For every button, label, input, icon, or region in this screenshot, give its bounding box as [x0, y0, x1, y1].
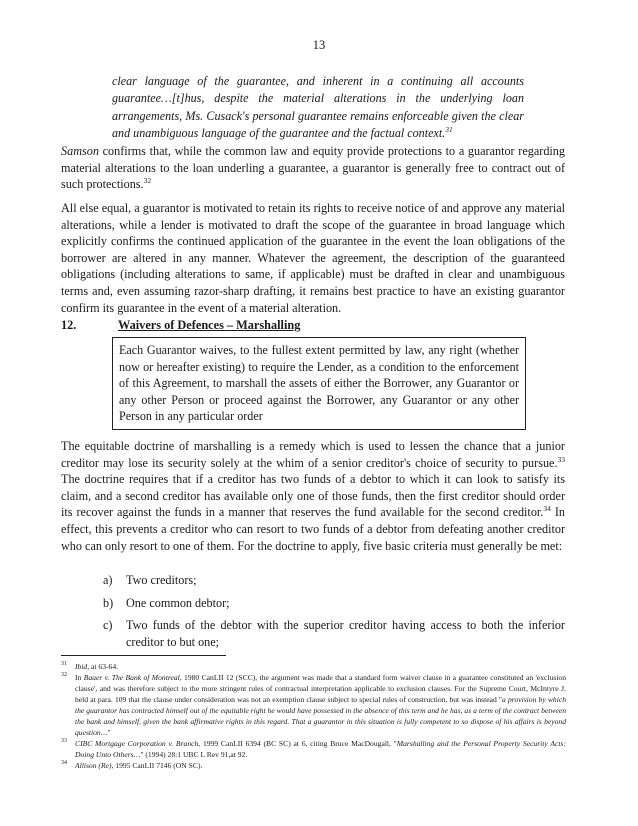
waiver-clause-box: Each Guarantor waives, to the fullest extent permitted by law, any right (whether now or hereafter existing) to require the Lender, as a condition to the enforcement of this Agreement, to marshall the assets of either the Borrower, any Guarantor or any other Person or proceed against the Borrower, any Guarantor or any other Person in any particular order — [112, 337, 526, 430]
footnote-text: " (1994) 28:1 UBC L Rev 91,at 92. — [140, 750, 248, 759]
footnote-case-name: CIBC Mortgage Corporation v. Branch — [75, 739, 199, 748]
footnote-number: 34 — [61, 760, 67, 766]
block-quote-text: clear language of the guarantee, and inherent in a continuing all accounts guarantee…[t]hus, despite the material alterations in the underlying loan arrangements, Ms. Cusack's personal guarantee remains enforceable given the clear and unambiguous language of the guarantee and the factual context. — [112, 74, 524, 140]
footnote-31 — [61, 661, 566, 672]
footnote-number: 32 — [61, 672, 67, 678]
case-name-samson: Samson — [61, 144, 99, 158]
block-quote — [112, 73, 524, 142]
list-item — [103, 595, 565, 612]
list-item-text: Two funds of the debtor with the superior creditor having access to both the inferior creditor to but one; — [126, 618, 565, 649]
page-number: 13 — [312, 38, 326, 52]
footnote-case-name: Allison (Re) — [75, 761, 112, 770]
footnote-text: , at 63-64. — [87, 662, 119, 671]
list-marker: c) — [103, 618, 113, 633]
list-item — [103, 572, 565, 589]
section-number: 12. — [61, 318, 77, 332]
footnote-citation: Ibid — [75, 662, 88, 671]
paragraph-samson — [61, 143, 565, 193]
footnote-number: 33 — [61, 738, 67, 744]
footnote-text: , 1980 CanLII 12 (SCC), the argument was made that a standard form waiver clause in a guarantee constituted an 'exclusion clause', and was therefore subject to the more stringent rules of contractual interpretation applicable to exclusion clauses. For the Supreme Court, McIntyre J. held at para. 109 that the clause under consideration was not an exemption clause subject to special rules of construction, but was instead " — [75, 673, 566, 704]
paragraph-samson-text: confirms that, while the common law and equity provide protections to a guarantor regarding material alterations to the loan underling a guarantee, a guarantor is generally free to contract out of such protections. — [61, 144, 565, 192]
footnote-text: " — [107, 728, 111, 737]
footnote-ref-33[interactable]: 33 — [557, 454, 565, 464]
footnote-article-title: Marshalling and the Personal Property Security Acts: Doing Unto Others… — [75, 739, 566, 759]
list-item-text: One common debtor; — [126, 595, 230, 610]
footnotes — [61, 661, 566, 771]
footnote-ref-31[interactable]: 31 — [445, 124, 453, 134]
paragraph-marshalling-text-a: The equitable doctrine of marshalling is a remedy which is used to lessen the chance that a junior creditor may lose its security solely at the whim of a senior creditor's choice of security to pursue. — [61, 439, 565, 470]
paragraph-marshalling-text-c: In effect, this prevents a creditor who can resort to two funds of a debtor from defeating another creditor who can only resort to one of them. For the doctrine to apply, five basic criteria must generally be met: — [61, 505, 565, 553]
footnote-case-name: Bauer v. The Bank of Montreal — [83, 673, 180, 682]
footnote-text: , 1999 CanLII 6394 (BC SC) at 6, citing Bruce MacDougall, " — [198, 739, 397, 748]
footnote-text: , 1995 CanLII 7146 (ON SC). — [111, 761, 203, 770]
list-item-text: Two creditors; — [126, 573, 197, 587]
list-item — [103, 617, 565, 650]
footnote-ref-32[interactable]: 32 — [143, 176, 152, 186]
footnote-number: 31 — [61, 661, 67, 667]
footnote-34 — [61, 760, 566, 771]
section-title: Waivers of Defences – Marshalling — [118, 318, 301, 332]
paragraph-marshalling — [61, 438, 565, 554]
footnote-33 — [61, 738, 566, 760]
paragraph-marshalling-text-b: The doctrine requires that if a creditor has two funds of a debtor to which it can look to satisfy its claim, and a second creditor has available only one of those funds, then the first creditor should order its recover against the funds in a manner that reserves the fund available for the second creditor. — [61, 472, 565, 520]
footnote-ref-34[interactable]: 34 — [543, 504, 551, 514]
footnote-divider — [61, 655, 226, 656]
list-marker: b) — [103, 595, 114, 610]
paragraph-guarantor-motivation: All else equal, a guarantor is motivated to retain its rights to receive notice of and approve any material alterations, while a lender is motivated to draft the scope of the guarantee in broad language which explicitly confirms the continued application of the guarantee in the event the loan obligations of the borrower are altered in any manner. Whatever the agreement, the description of the guaranteed obligations (including alterations to same, if applicable) must be drafted in clear and unambiguous terms and, even assuming razor-sharp drafting, it remains best practice to have an existing guarantor confirm its guarantee in the event of a material alteration. — [61, 201, 565, 315]
list-marker: a) — [103, 573, 113, 587]
footnote-quote: a provision by which the guarantor has contracted himself out of the equitable right he would have possessed in the absence of this term and he has, as a term of the contract between the bank and himself, given the bank affirmative rights in this regard. That a guarantor in this situation is fully competent to so dispose of his affairs is beyond question… — [75, 695, 566, 737]
criteria-list — [103, 572, 565, 656]
footnote-32 — [61, 672, 566, 738]
footnote-text: In — [75, 673, 84, 682]
